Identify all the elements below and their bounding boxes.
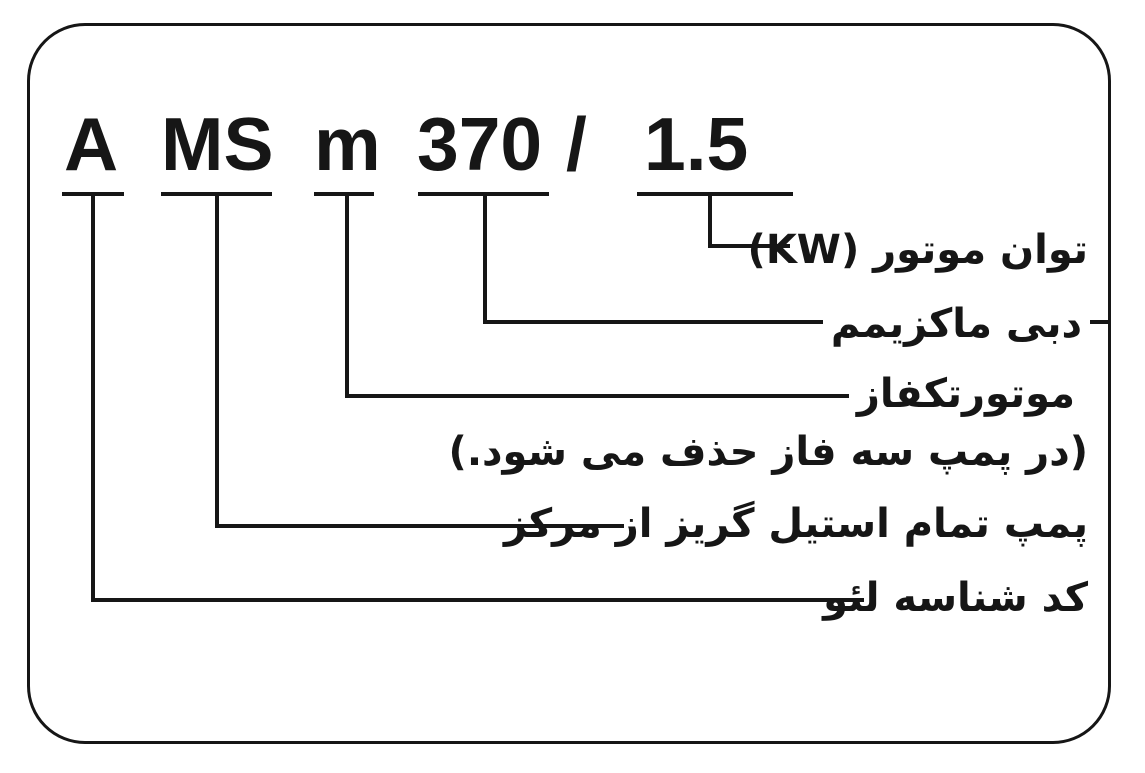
connector-stem-single-phase (345, 192, 349, 398)
code-segment-motor-power: 1.5 (644, 102, 749, 186)
label-max-flow: دبی ماکزیمم (823, 298, 1090, 350)
label-leo-id-code: کد شناسه لئو (823, 575, 1088, 621)
underline-motor-power (637, 192, 793, 196)
code-segment-separator: / (566, 102, 587, 186)
code-segment-leo-id: A (64, 102, 119, 186)
connector-stem-pump-series (215, 192, 219, 528)
label-pump-type: پمپ تمام استیل گریز از مرکز (504, 501, 1088, 547)
code-segment-pump-series: MS (161, 102, 274, 186)
connector-stem-max-flow (483, 192, 487, 324)
connector-stem-motor-power (708, 192, 712, 248)
code-segment-single-phase: m (314, 102, 381, 186)
label-motor-power: توان موتور (KW) (747, 227, 1088, 273)
underline-single-phase (314, 192, 374, 196)
connector-stem-leo-id (91, 192, 95, 602)
label-single-phase-note: (در پمپ سه فاز حذف می شود.) (448, 429, 1088, 475)
connector-line-leo-id (93, 598, 864, 602)
code-segment-max-flow: 370 (417, 102, 543, 186)
label-single-phase-motor: موتورتکفاز (849, 368, 1083, 420)
